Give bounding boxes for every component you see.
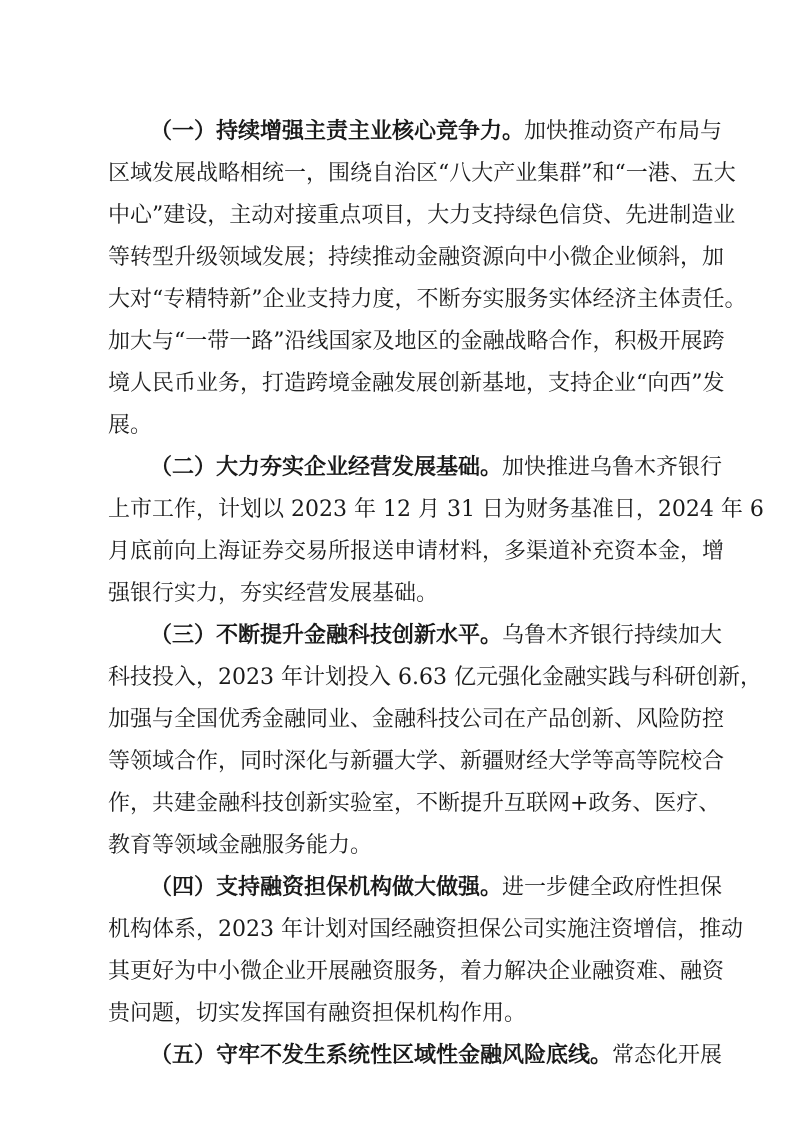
paragraph-3-line-6: 教育等领域金融服务能力。 xyxy=(108,833,373,858)
paragraph-2-heading: （二）大力夯实企业经营发展基础。 xyxy=(150,455,503,480)
paragraph-4-line-2: 机构体系，2023 年计划对国经融资担保公司实施注资增信，推动 xyxy=(108,917,743,942)
paragraph-3-line-2: 科技投入，2023 年计划投入 6.63 亿元强化金融实践与科研创新， xyxy=(108,665,762,690)
paragraph-3-line-5: 作，共建金融科技创新实验室，不断提升互联网+政务、医疗、 xyxy=(108,791,721,816)
paragraph-3-line-1 xyxy=(150,622,723,650)
paragraph-1-line-4: 等转型升级领域发展；持续推动金融资源向中小微企业倾斜，加 xyxy=(108,245,725,270)
paragraph-2-line-2: 上市工作，计划以 2023 年 12 月 31 日为财务基准日，2024 年 6 xyxy=(108,497,764,522)
paragraph-5-line-1 xyxy=(150,1042,723,1070)
paragraph-3-heading: （三）不断提升金融科技创新水平。 xyxy=(150,623,503,648)
paragraph-2-line-1 xyxy=(150,454,723,482)
paragraph-5-text: 常态化开展 xyxy=(612,1043,723,1068)
paragraph-3-line-3: 加强与全国优秀金融同业、金融科技公司在产品创新、风险防控 xyxy=(108,707,725,732)
paragraph-1-line-3: 中心”建设，主动对接重点项目，大力支持绿色信贷、先进制造业 xyxy=(108,203,736,228)
paragraph-1-line-7: 境人民币业务，打造跨境金融发展创新基地，支持企业“向西”发 xyxy=(108,371,725,396)
paragraph-2-text: 加快推进乌鲁木齐银行 xyxy=(502,455,723,480)
paragraph-1-line-1 xyxy=(150,118,723,146)
paragraph-4-text: 进一步健全政府性担保 xyxy=(502,875,723,900)
paragraph-1-line-2: 区域发展战略相统一，围绕自治区“八大产业集群”和“一港、五大 xyxy=(108,161,736,186)
paragraph-4-line-1 xyxy=(150,874,723,902)
paragraph-4-heading: （四）支持融资担保机构做大做强。 xyxy=(150,875,503,900)
paragraph-1-text: 加快推动资产布局与 xyxy=(524,119,723,144)
paragraph-1-line-6: 加大与“一带一路”沿线国家及地区的金融战略合作，积极开展跨 xyxy=(108,329,725,354)
paragraph-1-line-8: 展。 xyxy=(108,413,153,438)
paragraph-1-line-5: 大对“专精特新”企业支持力度，不断夯实服务实体经济主体责任。 xyxy=(108,287,747,312)
paragraph-1-heading: （一）持续增强主责主业核心竞争力。 xyxy=(150,119,525,144)
paragraph-4-line-3: 其更好为中小微企业开展融资服务，着力解决企业融资难、融资 xyxy=(108,959,725,984)
paragraph-5-heading: （五）守牢不发生系统性区域性金融风险底线。 xyxy=(150,1043,613,1068)
paragraph-3-text: 乌鲁木齐银行持续加大 xyxy=(502,623,723,648)
paragraph-4-line-4: 贵问题，切实发挥国有融资担保机构作用。 xyxy=(108,1001,527,1026)
paragraph-2-line-3: 月底前向上海证券交易所报送申请材料，多渠道补充资本金，增 xyxy=(108,539,725,564)
paragraph-3-line-4: 等领域合作，同时深化与新疆大学、新疆财经大学等高等院校合 xyxy=(108,749,725,774)
paragraph-2-line-4: 强银行实力，夯实经营发展基础。 xyxy=(108,581,439,606)
